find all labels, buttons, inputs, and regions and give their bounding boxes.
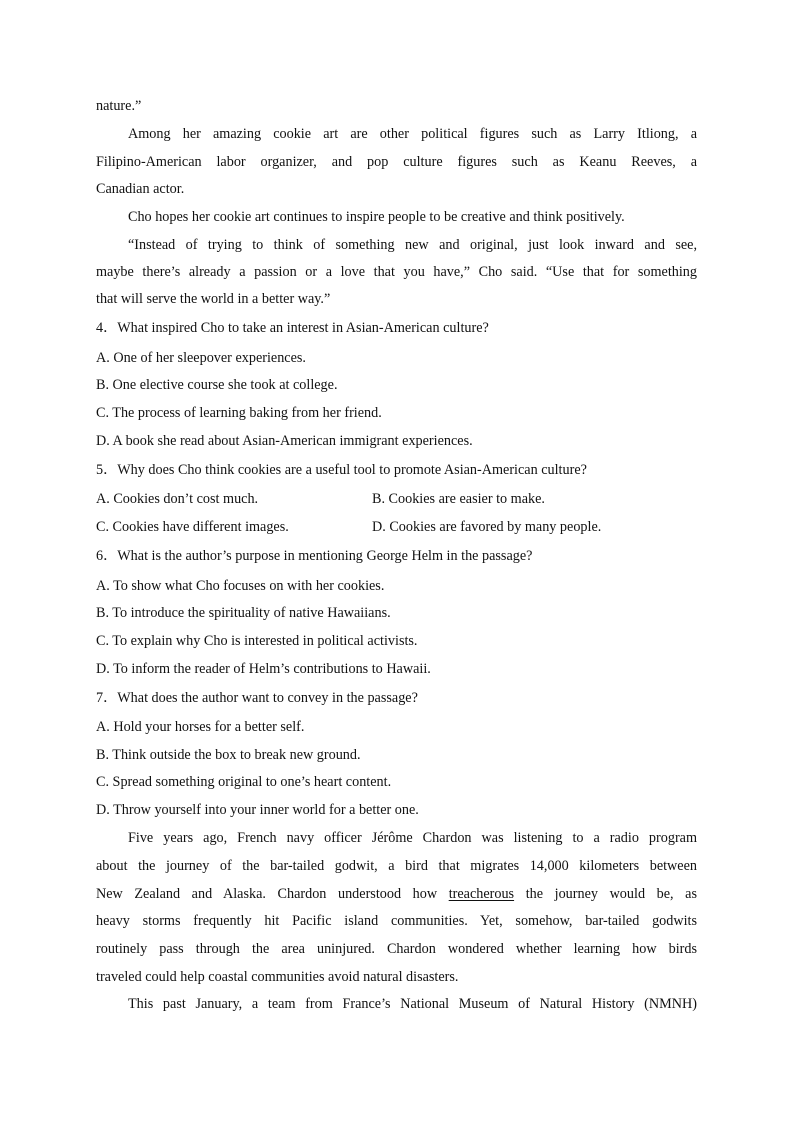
passage-line: maybe there’s already a passion or a love that you have,” Cho said. “Use that for something [96,264,697,280]
option-6c[interactable]: C. To explain why Cho is interested in political activists. [96,633,418,649]
option-6a[interactable]: A. To show what Cho focuses on with her cookies. [96,578,385,594]
option-5d[interactable]: D. Cookies are favored by many people. [372,519,602,535]
question-stem-5: 5．Why does Cho think cookies are a useful tool to promote Asian-American culture? [96,462,587,478]
option-7c[interactable]: C. Spread something original to one’s heart content. [96,774,392,790]
passage-line: traveled could help coastal communities avoid natural disasters. [96,969,459,985]
option-4b[interactable]: B. One elective course she took at college. [96,377,338,393]
passage-line: Canadian actor. [96,181,185,197]
option-5a[interactable]: A. Cookies don’t cost much. [96,491,259,507]
passage-line: Among her amazing cookie art are other political figures such as Larry Itliong, a [128,126,697,142]
passage-line: about the journey of the bar-tailed godwit, a bird that migrates 14,000 kilometers between [96,858,697,874]
passage-line: heavy storms frequently hit Pacific island communities. Yet, somehow, bar-tailed godwits [96,913,697,929]
passage-line: nature.” [96,98,142,114]
passage-line: Filipino-American labor organizer, and pop culture figures such as Keanu Reeves, a [96,154,697,170]
option-7b[interactable]: B. Think outside the box to break new ground. [96,747,361,763]
passage-line: “Instead of trying to think of something new and original, just look inward and see, [128,237,697,253]
passage-line: routinely pass through the area uninjured. Chardon wondered whether learning how birds [96,941,697,957]
question-stem-7: 7．What does the author want to convey in the passage? [96,690,418,706]
passage-line: Cho hopes her cookie art continues to inspire people to be creative and think positively. [128,209,625,225]
option-7d[interactable]: D. Throw yourself into your inner world for a better one. [96,802,419,818]
option-4d[interactable]: D. A book she read about Asian-American immigrant experiences. [96,433,473,449]
passage-line: Five years ago, French navy officer Jérôme Chardon was listening to a radio program [128,830,697,846]
option-4a[interactable]: A. One of her sleepover experiences. [96,350,306,366]
passage-text: the journey would be, as [525,886,697,902]
passage-line: This past January, a team from France’s National Museum of Natural History (NMNH) [128,996,697,1012]
option-4c[interactable]: C. The process of learning baking from her friend. [96,405,382,421]
passage-text: New Zealand and Alaska. Chardon understood how [96,886,438,902]
option-5c[interactable]: C. Cookies have different images. [96,519,289,535]
passage-line [96,885,697,903]
option-6b[interactable]: B. To introduce the spirituality of native Hawaiians. [96,605,391,621]
option-6d[interactable]: D. To inform the reader of Helm’s contributions to Hawaii. [96,661,431,677]
option-7a[interactable]: A. Hold your horses for a better self. [96,719,305,735]
passage-line: that will serve the world in a better way.” [96,291,331,307]
underlined-word: treacherous [448,886,515,902]
question-stem-4: 4．What inspired Cho to take an interest in Asian-American culture? [96,320,489,336]
option-5b[interactable]: B. Cookies are easier to make. [372,491,545,507]
question-stem-6: 6．What is the author’s purpose in mentioning George Helm in the passage? [96,548,533,564]
